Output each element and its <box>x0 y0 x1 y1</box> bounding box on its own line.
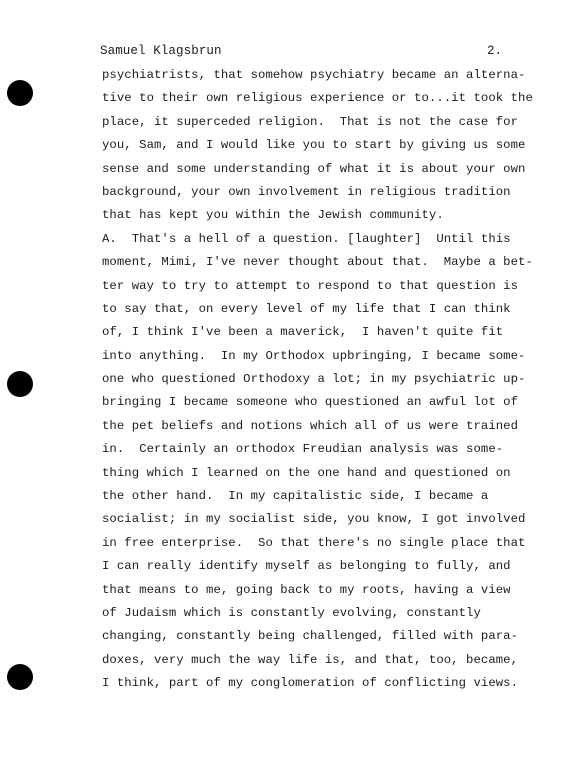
text-line: to say that, on every level of my life that I can think <box>102 301 511 316</box>
text-line: socialist; in my socialist side, you know, I got involved <box>102 512 526 527</box>
header-speaker-name: Samuel Klagsbrun <box>100 44 222 58</box>
punch-hole-top <box>7 80 33 106</box>
transcript-body <box>102 64 533 696</box>
text-line: tive to their own religious experience or to...it took the <box>102 91 533 106</box>
text-line: sense and some understanding of what it is about your own <box>102 161 526 176</box>
punch-hole-bottom <box>7 664 33 690</box>
text-line: in. Certainly an orthodox Freudian analysis was some- <box>102 442 504 457</box>
text-line: one who questioned Orthodoxy a lot; in my psychiatric up- <box>102 372 526 387</box>
text-line: thing which I learned on the one hand and questioned on <box>102 465 511 480</box>
text-line: bringing I became someone who questioned an awful lot of <box>102 395 519 410</box>
text-line: psychiatrists, that somehow psychiatry became an alterna- <box>102 68 526 82</box>
text-line: background, your own involvement in religious tradition <box>102 184 511 199</box>
text-line: the pet beliefs and notions which all of us were trained <box>102 418 519 433</box>
text-line: changing, constantly being challenged, filled with para- <box>102 629 519 644</box>
text-line: moment, Mimi, I've never thought about that. Maybe a bet- <box>102 255 533 270</box>
punch-hole-middle <box>7 371 33 397</box>
text-line: in free enterprise. So that there's no single place that <box>102 535 526 550</box>
text-line: doxes, very much the way life is, and that, too, became, <box>102 652 519 667</box>
text-line: that means to me, going back to my roots, having a view <box>102 582 511 597</box>
text-line: ter way to try to attempt to respond to that question is <box>102 278 519 293</box>
text-line: into anything. In my Orthodox upbringing, I became some- <box>102 348 526 363</box>
text-line: I think, part of my conglomeration of conflicting views. <box>102 676 519 691</box>
text-line: of Judaism which is constantly evolving, constantly <box>102 605 481 620</box>
text-line: I can really identify myself as belonging to fully, and <box>102 559 511 574</box>
text-line: that has kept you within the Jewish community. <box>102 208 444 223</box>
text-line: A. That's a hell of a question. [laughter] Until this <box>102 231 511 246</box>
text-line: place, it superceded religion. That is not the case for <box>102 114 519 129</box>
text-line: the other hand. In my capitalistic side, I became a <box>102 489 489 504</box>
text-line: you, Sam, and I would like you to start by giving us some <box>102 138 526 153</box>
text-line: of, I think I've been a maverick, I haven't quite fit <box>102 325 504 340</box>
page-number: 2. <box>487 44 503 58</box>
